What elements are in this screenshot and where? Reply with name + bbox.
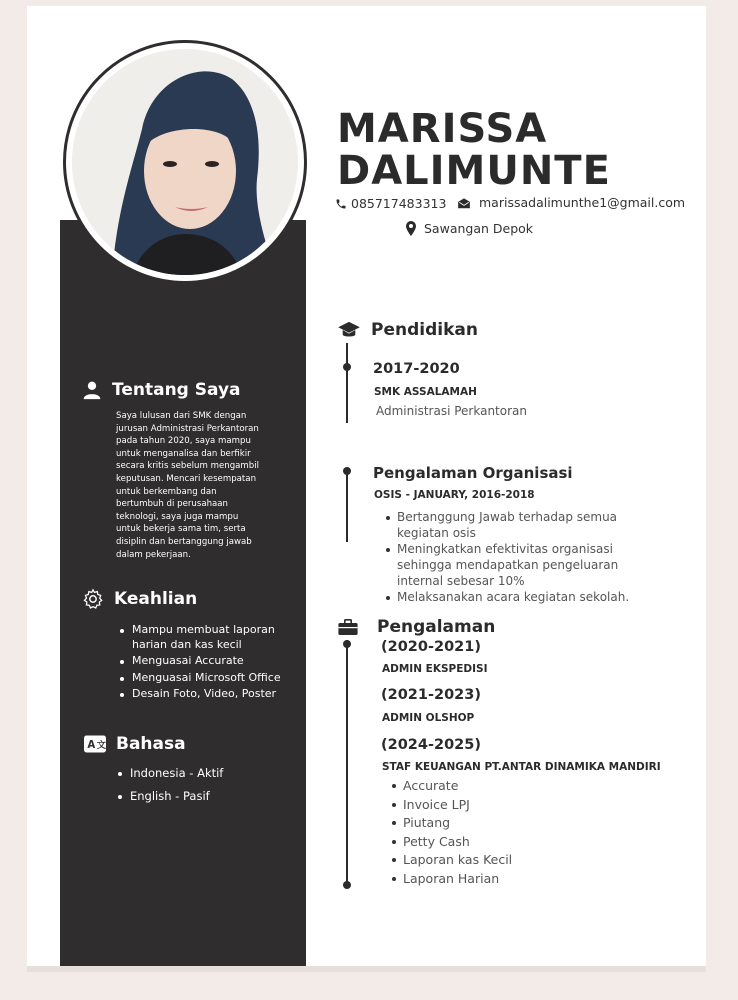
mail-icon: [457, 197, 471, 209]
duty-item: Petty Cash: [389, 833, 512, 852]
phone-text: 085717483313: [351, 196, 447, 211]
duty-item: Piutang: [389, 814, 512, 833]
svg-text:文: 文: [96, 740, 106, 752]
organization-title: Pengalaman Organisasi: [373, 464, 573, 482]
organization-item: Melaksanakan acara kegiatan sekolah.: [383, 589, 629, 605]
about-line: secara kritis sebelum mengambil: [116, 461, 260, 472]
contact-location: [405, 221, 533, 236]
contact-email: [457, 195, 685, 210]
language-item: Indonesia - Aktif: [114, 766, 223, 781]
timeline-line: [346, 640, 348, 887]
organization-item: Bertanggung Jawab terhadap semua kegiatan osis: [383, 509, 629, 541]
languages-heading: [84, 734, 186, 754]
about-line: jurusan Administrasi Perkantoran: [116, 423, 259, 434]
email-text: marissadalimunthe1@gmail.com: [479, 195, 686, 210]
organization-list: [383, 509, 629, 605]
about-line: bertumbuh di perusahaan: [116, 499, 229, 510]
timeline-dot: [343, 467, 351, 475]
phone-icon: [335, 198, 347, 210]
skills-title: Keahlian: [114, 589, 198, 609]
job-period: (2021-2023): [381, 687, 481, 703]
about-line: keputusan. Mencari kesempatan: [116, 473, 257, 484]
about-line: untuk berkembang dan: [116, 486, 217, 497]
about-title: Tentang Saya: [112, 380, 241, 400]
organization-item: Meningkatkan efektivitas organisasi sehingga mendapatkan pengeluaran internal sebesar 10%: [383, 541, 629, 589]
page-shadow: [27, 966, 706, 972]
timeline-dot: [343, 363, 351, 371]
skills-list: [116, 623, 281, 704]
timeline-dot: [343, 881, 351, 889]
about-line: pada tahun 2020, saya mampu: [116, 436, 251, 447]
gear-icon: [82, 588, 104, 610]
about-line: untuk menganalisa dan berfikir: [116, 448, 251, 459]
about-line: teknologi, saya juga mampu: [116, 511, 239, 522]
translate-icon: [84, 735, 106, 753]
graduation-cap-icon: [337, 321, 361, 339]
about-heading: [82, 380, 241, 400]
job-period: (2024-2025): [381, 737, 481, 753]
about-text: [116, 410, 288, 561]
education-heading: [337, 320, 478, 340]
education-year: 2017-2020: [373, 361, 460, 377]
job-period: (2020-2021): [381, 639, 481, 655]
contact-phone: [335, 196, 446, 211]
timeline-dot: [343, 640, 351, 648]
briefcase-icon: [338, 619, 358, 635]
skill-item: Menguasai Accurate: [116, 654, 281, 669]
duty-item: Laporan kas Kecil: [389, 851, 512, 870]
location-text: Sawangan Depok: [424, 221, 534, 236]
name-last: DALIMUNTE: [337, 148, 611, 194]
duty-item: Laporan Harian: [389, 870, 512, 889]
duties-list: [389, 777, 512, 888]
language-item: English - Pasif: [114, 789, 223, 804]
education-title: Pendidikan: [371, 320, 478, 340]
timeline-line: [346, 343, 348, 423]
location-pin-icon: [405, 221, 417, 236]
skills-heading: [82, 588, 197, 610]
job-role: ADMIN OLSHOP: [382, 712, 475, 724]
job-role: ADMIN EKSPEDISI: [382, 663, 488, 675]
languages-title: Bahasa: [116, 734, 186, 754]
svg-text:A: A: [87, 740, 96, 752]
skill-item: Mampu membuat laporan harian dan kas kecil: [116, 623, 281, 652]
user-icon: [82, 380, 102, 400]
about-line: dalam pekerjaan.: [116, 549, 191, 560]
about-line: Saya lulusan dari SMK dengan: [116, 411, 247, 421]
profile-photo: [72, 49, 298, 275]
skill-item: Menguasai Microsoft Office: [116, 671, 281, 686]
duty-item: Invoice LPJ: [389, 796, 512, 815]
skill-item: Desain Foto, Video, Poster: [116, 687, 281, 702]
name-first: MARISSA: [337, 106, 548, 152]
timeline-line: [346, 468, 348, 542]
languages-list: [114, 766, 223, 805]
duty-item: Accurate: [389, 777, 512, 796]
organization-name: OSIS - JANUARY, 2016-2018: [374, 489, 535, 501]
education-major: Administrasi Perkantoran: [376, 404, 527, 418]
experience-heading: [338, 617, 495, 637]
job-role: STAF KEUANGAN PT.ANTAR DINAMIKA MANDIRI: [382, 761, 661, 773]
education-school: SMK ASSALAMAH: [374, 386, 477, 398]
experience-title: Pengalaman: [377, 617, 496, 637]
about-line: untuk bekerja sama tim, serta: [116, 524, 246, 535]
about-line: disiplin dan bertanggung jawab: [116, 536, 252, 547]
